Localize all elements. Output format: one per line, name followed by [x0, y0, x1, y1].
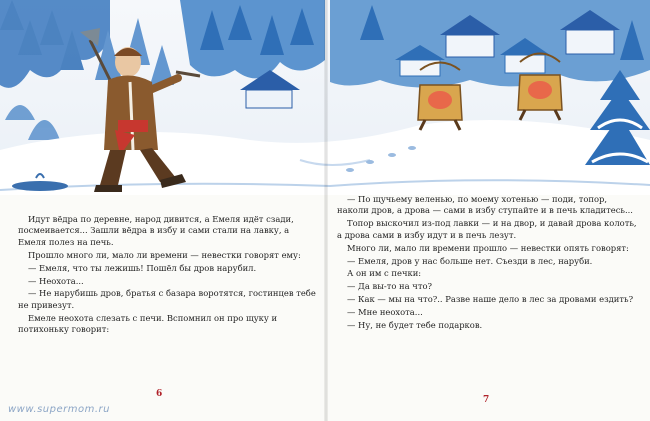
paragraph: Емеле неохота слезать с печи. Вспомнил он про щуку и потихоньку говорит: [18, 312, 278, 335]
page-number-right: 7 [483, 395, 490, 405]
paragraph: — Не нарубишь дров, братья с базара воротятся, гостинцев тебе не привезут. [18, 288, 316, 310]
paragraph: Много ли, мало ли времени прошло — невестки опять говорят: [347, 242, 629, 253]
paragraph: — Неохота... [28, 275, 84, 286]
paragraph: — Да вы-то на что? [347, 281, 432, 292]
paragraph: Прошло много ли, мало ли времени — невестки говорят ему: [28, 249, 301, 260]
paragraph: — Емеля, что ты лежишь! Пошёл бы дров нарубил. [28, 262, 257, 273]
paragraph: А он им с печки: [347, 268, 422, 279]
paragraph: Топор выскочил из-под лавки — и на двор, и давай дрова колоть, а дрова сами в избу идут и в печь лезут. [337, 218, 637, 240]
paragraph: Идут вёдра по деревне, народ дивится, а Емеля идёт сзади, посмеивается... Зашли вёдра в избу и сами стали на лавку, а Емеля полез на печь. [18, 214, 294, 247]
paragraph: — Мне неохота... [347, 307, 423, 318]
paragraph: — Как — мы на что?.. Разве наше дело в лес за дровами ездить? [347, 294, 634, 305]
book-gutter [324, 0, 328, 421]
paragraph: — По щучьему веленью, по моему хотенью — поди, топор, наколи дров, а дрова — сами в избу ступайте и в печь кладитесь... [337, 194, 633, 216]
paragraph: — Емеля, дров у нас больше нет. Съезди в лес, наруби. [347, 255, 593, 266]
right-page-text [337, 194, 637, 333]
left-page-text [18, 214, 318, 337]
paragraph: — Ну, не будет тебе подарков. [347, 320, 483, 331]
village [330, 0, 650, 88]
page-number-left: 6 [156, 389, 163, 399]
watermark: www.supermom.ru [8, 404, 110, 415]
